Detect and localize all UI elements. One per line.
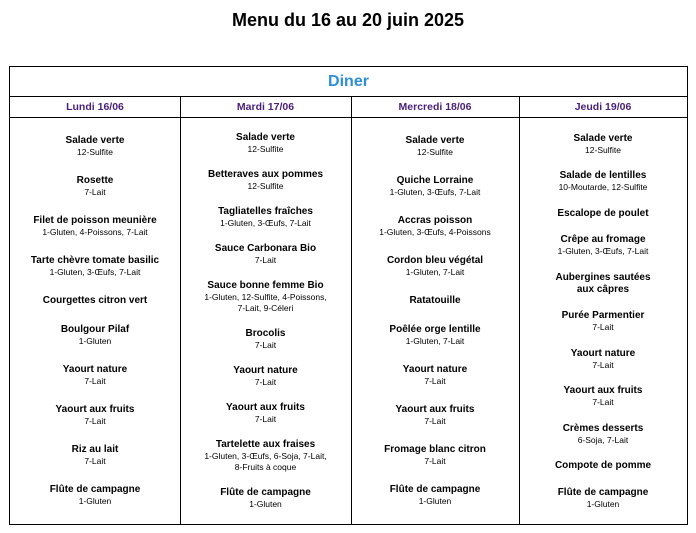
- menu-item: [390, 175, 481, 198]
- day-header-monday: Lundi 16/06: [66, 101, 124, 113]
- menu-item: [218, 206, 313, 229]
- menu-item: [389, 324, 480, 347]
- dish-name: Cordon bleu végétal: [386, 255, 484, 266]
- dish-allergens: 1-Gluten: [78, 496, 112, 506]
- dish-allergens: 7-Lait: [254, 414, 277, 424]
- menu-item: [562, 310, 645, 333]
- menu-item: [409, 295, 460, 307]
- menu-item: [403, 364, 467, 387]
- dish-allergens: 1-Gluten: [78, 336, 112, 346]
- menu-item: [220, 487, 311, 510]
- dish-allergens: 7-Lait: [254, 255, 277, 265]
- menu-item: [558, 487, 649, 510]
- day-column-monday: [10, 118, 180, 524]
- menu-table: [9, 66, 688, 525]
- menu-item: [384, 444, 486, 467]
- dish-allergens: 1-Gluten, 3-Œufs, 4-Poissons: [379, 227, 491, 237]
- dish-name: Yaourt aux fruits: [55, 404, 135, 415]
- dish-allergens: 7-Lait: [592, 322, 614, 332]
- dish-allergens: 1-Gluten, 4-Poissons, 7-Lait: [42, 227, 148, 237]
- dish-allergens: 12-Sulfite: [417, 147, 453, 157]
- dish-name: Aubergines sautées aux câpres: [555, 271, 651, 295]
- dish-allergens: 10-Moutarde, 12-Sulfite: [558, 182, 648, 192]
- day-header-row: [10, 97, 687, 118]
- dish-name: Poêlée orge lentille: [389, 324, 481, 335]
- dish-allergens: 1-Gluten, 3-Œufs, 7-Lait: [49, 267, 141, 277]
- menu-item: [72, 444, 119, 467]
- dish-name: Betteraves aux pommes: [207, 169, 324, 180]
- dish-name: Yaourt aux fruits: [226, 402, 305, 413]
- dish-name: Riz au lait: [71, 444, 119, 455]
- menu-item: [396, 404, 475, 427]
- dish-name: Rosette: [76, 175, 114, 186]
- menu-item: [56, 404, 135, 427]
- dish-allergens: 7-Lait: [84, 456, 106, 466]
- dish-allergens: 7-Lait: [254, 340, 277, 350]
- day-column-thursday: [519, 118, 687, 524]
- dish-allergens: 1-Gluten, 7-Lait: [405, 336, 465, 346]
- dish-name: Brocolis: [245, 328, 286, 339]
- page-title: Menu du 16 au 20 juin 2025: [231, 10, 465, 30]
- menu-item: [43, 295, 147, 307]
- menu-item: [574, 133, 633, 156]
- menu-item: [33, 215, 156, 238]
- menu-item: [555, 272, 650, 296]
- menu-item: [557, 208, 648, 220]
- dish-allergens: 1-Gluten, 3-Œufs, 6-Soja, 7-Lait, 8-Fruits à coque: [204, 451, 327, 472]
- dish-allergens: 1-Gluten, 3-Œufs, 7-Lait: [557, 246, 649, 256]
- dish-allergens: 1-Gluten: [418, 496, 452, 506]
- dish-allergens: 12-Sulfite: [77, 147, 113, 157]
- menu-item: [379, 215, 491, 238]
- dish-name: Salade verte: [405, 135, 465, 146]
- menu-item: [236, 132, 295, 155]
- day-header-tuesday: Mardi 17/06: [236, 101, 295, 113]
- dish-name: Compote de pomme: [554, 460, 652, 471]
- day-column-tuesday: [180, 118, 351, 524]
- menu-item: [66, 135, 125, 158]
- dish-name: Tarte chèvre tomate basilic: [30, 255, 160, 266]
- dish-name: Sauce Carbonara Bio: [214, 243, 317, 254]
- dish-name: Crêpe au fromage: [560, 234, 646, 245]
- dish-name: Yaourt nature: [62, 364, 128, 375]
- dish-allergens: 7-Lait: [84, 416, 106, 426]
- dish-name: Fromage blanc citron: [384, 444, 486, 455]
- dish-name: Quiche Lorraine: [396, 175, 474, 186]
- day-column-wednesday: [351, 118, 519, 524]
- dish-allergens: 7-Lait: [254, 377, 277, 387]
- menu-item: [204, 280, 326, 314]
- dish-allergens: 12-Sulfite: [585, 144, 621, 155]
- dish-name: Escalope de poulet: [557, 207, 649, 219]
- dish-name: Flûte de campagne: [220, 487, 311, 498]
- menu-item: [245, 328, 285, 351]
- dish-name: Yaourt aux fruits: [563, 385, 643, 396]
- dish-name: Salade de lentilles: [559, 170, 647, 181]
- day-header-thursday: Jeudi 19/06: [574, 101, 632, 113]
- menu-item: [50, 484, 141, 507]
- dish-name: Flûte de campagne: [49, 484, 141, 495]
- dish-allergens: 1-Gluten, 7-Lait: [405, 267, 465, 277]
- menu-item: [204, 439, 326, 473]
- dish-name: Accras poisson: [397, 215, 473, 226]
- dish-name: Sauce bonne femme Bio: [207, 280, 324, 291]
- dish-name: Yaourt nature: [402, 364, 468, 375]
- dish-name: Flûte de campagne: [557, 486, 649, 498]
- menu-item: [571, 348, 635, 371]
- dish-allergens: 12-Sulfite: [247, 144, 284, 154]
- dish-name: Yaourt nature: [233, 365, 298, 376]
- menu-item: [387, 255, 483, 278]
- dish-name: Yaourt aux fruits: [395, 404, 475, 415]
- dish-name: Salade verte: [65, 135, 125, 146]
- menu-item: [215, 243, 316, 266]
- dish-allergens: 7-Lait: [592, 359, 614, 370]
- dish-allergens: 7-Lait: [84, 187, 106, 197]
- menu-item: [226, 402, 305, 425]
- dish-name: Crèmes desserts: [562, 422, 644, 434]
- dish-allergens: 1-Gluten: [586, 498, 620, 509]
- dish-allergens: 1-Gluten, 12-Sulfite, 4-Poissons, 7-Lait, 9-Céleri: [204, 292, 327, 313]
- dish-name: Purée Parmentier: [561, 310, 645, 321]
- menu-item: [233, 365, 297, 388]
- dish-name: Salade verte: [236, 132, 295, 143]
- menu-item: [564, 385, 643, 408]
- dish-allergens: 12-Sulfite: [247, 181, 284, 191]
- dish-name: Boulgour Pilaf: [60, 324, 130, 335]
- dish-allergens: 6-Soja, 7-Lait: [577, 434, 629, 445]
- dish-allergens: 7-Lait: [592, 397, 614, 407]
- menu-item: [558, 234, 649, 257]
- dish-allergens: 7-Lait: [424, 456, 446, 466]
- dish-allergens: 1-Gluten, 3-Œufs, 7-Lait: [220, 218, 311, 228]
- dish-name: Tagliatelles fraîches: [218, 206, 313, 217]
- menu-item: [77, 175, 114, 198]
- menu-item: [555, 460, 651, 472]
- day-header-wednesday: Mercredi 18/06: [398, 101, 472, 113]
- menu-item: [559, 170, 648, 193]
- dish-name: Salade verte: [573, 132, 633, 144]
- dish-allergens: 1-Gluten: [249, 499, 282, 509]
- dish-name: Tartelette aux fraises: [215, 439, 316, 450]
- dish-allergens: 1-Gluten, 3-Œufs, 7-Lait: [389, 187, 481, 197]
- menu-item: [63, 364, 127, 387]
- dish-name: Filet de poisson meunière: [33, 215, 157, 226]
- menu-item: [390, 484, 481, 507]
- section-header: Diner: [10, 67, 687, 97]
- dish-name: Ratatouille: [409, 295, 461, 306]
- menu-item: [406, 135, 465, 158]
- dish-name: Courgettes citron vert: [42, 295, 148, 306]
- menu-item: [208, 169, 323, 192]
- dish-name: Flûte de campagne: [389, 484, 481, 495]
- dish-allergens: 7-Lait: [424, 416, 446, 426]
- dish-name: Yaourt nature: [570, 347, 636, 359]
- menu-item: [563, 423, 644, 446]
- dish-allergens: 7-Lait: [424, 376, 446, 386]
- menu-item: [61, 324, 129, 347]
- menu-item: [31, 255, 159, 278]
- dish-allergens: 7-Lait: [84, 376, 106, 386]
